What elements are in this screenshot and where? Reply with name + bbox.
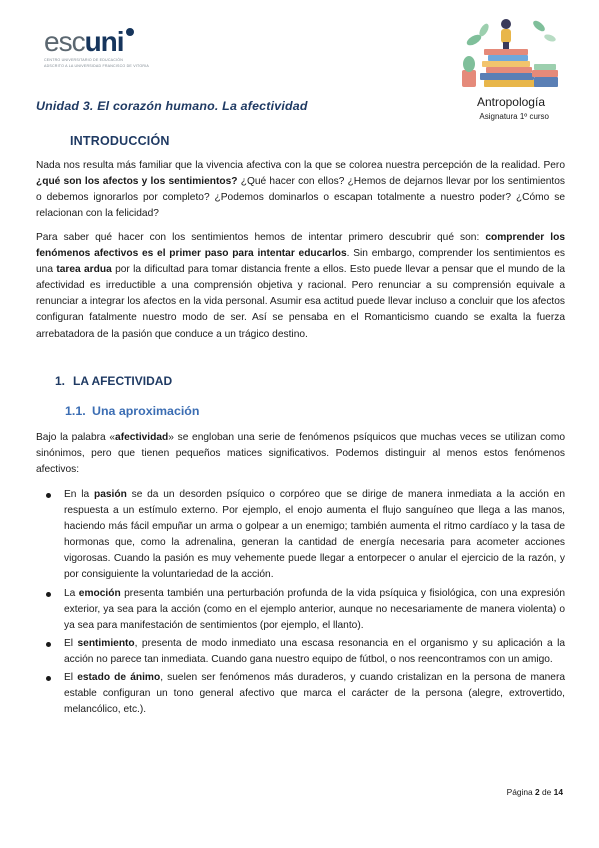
text-run: . Sin embargo, comprender los sentimientos es una bbox=[36, 248, 565, 276]
list-item-text bbox=[64, 638, 565, 665]
text-run: ¿Qué hacer con ellos? ¿Hemos de dejarnos llevar por los sentimientos o debemos ignorarlos por completo? ¿Podemos dominarlos o escapan totalmente a nuestro poder? ¿Cómo se relacionan con la felicidad? bbox=[36, 176, 566, 220]
course-label: Asignatura 1º curso bbox=[479, 112, 549, 121]
page-number bbox=[507, 787, 563, 797]
text-run: El bbox=[64, 672, 78, 684]
section-number: 1. bbox=[55, 374, 66, 388]
bullet-icon bbox=[46, 642, 51, 647]
text-run: En la bbox=[64, 489, 94, 500]
text-run: La bbox=[64, 587, 79, 599]
text-run: por la dificultad para tomar distancia frente a ellos. Esto puede llevar a pensar que el mundo de la afectividad es irreductible a una comprensión objetiva y racional. Pero renunciar a su comprensión equivale a renunciar a integrar los afectos en la vida personal. Asumir esa actitud puede llevar incluso a concluir que los afectos configuran fatalmente nuestro modo de ser. Así se pensaba en el Romanticismo cuando se exalta la fuerza arrebatadora de la pasión que conduce a un trágico destino. bbox=[36, 264, 565, 340]
text-run: , suelen ser fenómenos más duraderos, y cuando cristalizan en la persona de manera estable configuran un tono general afectivo que marca el carácter de la persona (alegre, extrovertido, melancólico, etc.). bbox=[64, 672, 566, 716]
logo-text-bold: uni bbox=[84, 26, 124, 57]
logo-tagline-2: ADSCRITO A LA UNIVERSIDAD FRANCISCO DE VITORIA bbox=[44, 64, 149, 68]
bold-text: afectividad bbox=[115, 432, 169, 443]
bold-text: pasión bbox=[93, 489, 127, 500]
text-run: Bajo la palabra « bbox=[36, 432, 116, 443]
bold-text: comprender los fenómenos afectivos es el primer paso para intentar educarlos bbox=[36, 232, 565, 260]
logo-text-light: esc bbox=[44, 26, 85, 57]
list-item bbox=[36, 670, 565, 718]
text-run: presenta también una perturbación profunda de la vida psíquica y fisiológica, con una expresión exterior, ya sea para la acción (como en el ejemplo anterior, aunque no necesariamente de manera violenta) o ya sea para manifestación de sentimientos (por ejemplo, el llanto). bbox=[64, 587, 565, 631]
bold-text: ¿qué son los afectos y los sentimientos? bbox=[36, 176, 238, 188]
list-item bbox=[36, 636, 565, 668]
logo-badge-icon bbox=[126, 28, 134, 36]
section-heading bbox=[55, 374, 172, 388]
bullet-icon bbox=[46, 493, 51, 498]
list-item-text bbox=[64, 588, 565, 631]
text-run: se da un desorden psíquico o corpóreo que se dirige de manera inmediata a la acción en respuesta a un estímulo externo. Por ejemplo, el enojo aumenta el flujo sanguíneo que llega a las manos, haciendo más fácil empuñar un arma o golpear a un enemigo; también aumenta el ritmo cardíaco y la tasa de hormonas que, como la adrenalina, generan la cantidad de energía necesaria para acometer acciones vigorosas. Cuando la pasión es muy vehemente puede llegar a entorpecer o anular el ejercicio de la razón, y por consiguiente la voluntariedad de la acción. bbox=[64, 489, 565, 581]
section-title: LA AFECTIVIDAD bbox=[73, 374, 173, 388]
list-item-text bbox=[64, 489, 565, 580]
books-illustration-icon bbox=[454, 12, 566, 94]
logo-wordmark bbox=[44, 28, 154, 56]
text-run: » se engloban una serie de fenómenos psíquicos que muchas veces se utilizan como sinónimos, pero que tienen pequeños matices significativos. Podemos distinguir al menos estos fenómenos afectivos: bbox=[36, 432, 565, 476]
intro-paragraph-1 bbox=[36, 158, 565, 222]
afectividad-bullet-list bbox=[36, 487, 565, 720]
intro-paragraph-2 bbox=[36, 230, 565, 343]
bold-text: estado de ánimo bbox=[77, 672, 161, 684]
page-of: de bbox=[542, 787, 552, 797]
bullet-icon bbox=[46, 676, 51, 681]
list-item-text bbox=[64, 672, 565, 715]
subsection-number: 1.1. bbox=[65, 404, 86, 418]
bullet-icon bbox=[46, 592, 51, 597]
text-run: , presenta de modo inmediato una escasa resonancia en el organismo y su aplicación a la acción no parece tan inmediata. Cuando gana nuestro equipo de fútbol, o nos reencontramos con un amigo. bbox=[64, 637, 566, 665]
bold-text: tarea ardua bbox=[56, 264, 112, 276]
text-run: Para saber qué hacer con los sentimientos hemos de intentar primero descubrir qué son: bbox=[36, 232, 486, 243]
subject-title: Antropología bbox=[476, 95, 545, 109]
list-item bbox=[36, 487, 565, 584]
text-run: Nada nos resulta más familiar que la vivencia afectiva con la que se colorea nuestra percepción de la realidad. Pero bbox=[36, 160, 565, 171]
unit-title: Unidad 3. El corazón humano. La afectividad bbox=[36, 99, 308, 113]
intro-heading: INTRODUCCIÓN bbox=[70, 134, 170, 148]
page-label: Página bbox=[506, 787, 533, 797]
subsection-title: Una aproximación bbox=[92, 404, 200, 418]
logo-tagline-1: CENTRO UNIVERSITARIO DE EDUCACIÓN bbox=[44, 58, 124, 62]
bold-text: sentimiento bbox=[77, 637, 135, 649]
escuni-logo bbox=[44, 28, 154, 72]
page-total: 14 bbox=[553, 787, 563, 797]
list-item bbox=[36, 586, 565, 634]
bold-text: emoción bbox=[78, 587, 121, 599]
subsection-heading bbox=[65, 404, 199, 418]
page-current: 2 bbox=[535, 787, 540, 797]
section-paragraph-1 bbox=[36, 430, 565, 478]
text-run: El bbox=[64, 637, 78, 649]
